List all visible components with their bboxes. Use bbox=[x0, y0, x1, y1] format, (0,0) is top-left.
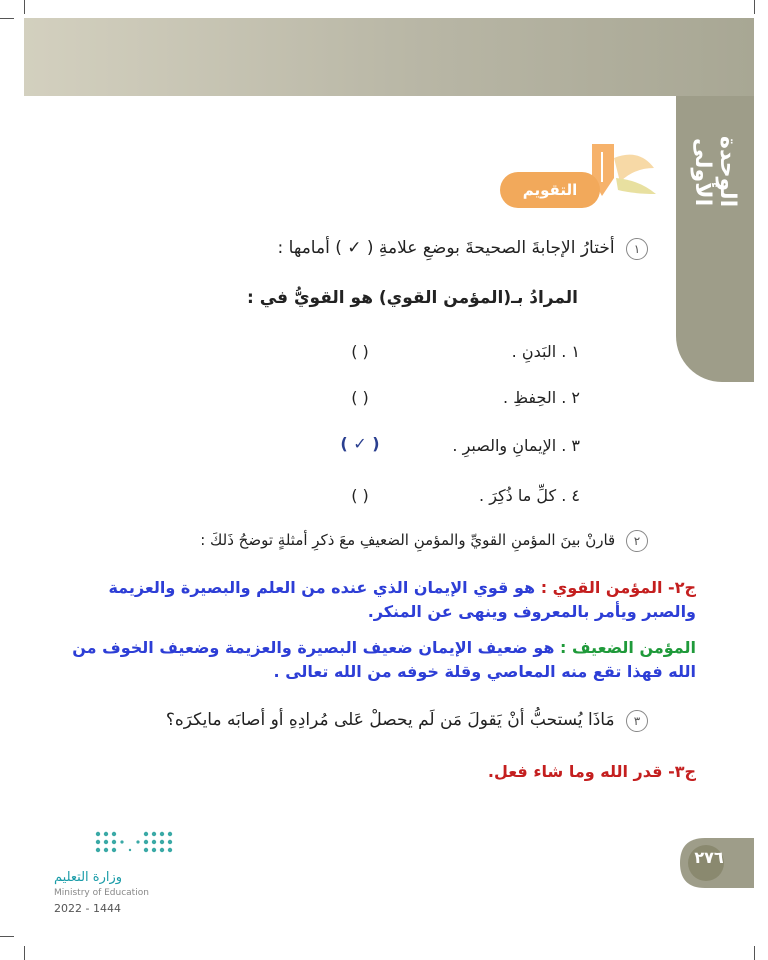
ministry-name-english: Ministry of Education bbox=[54, 888, 149, 898]
crop-mark bbox=[0, 936, 14, 937]
answer-text: هو ضعيف الإيمان ضعيف البصيرة والعزيمة وضعيف الخوف من الله فهذا تقع منه المعاصي وقلة خوفه من الله تعالى . bbox=[72, 638, 696, 681]
answer-box[interactable]: ( ) bbox=[351, 486, 369, 505]
question-number: ٣ bbox=[626, 710, 648, 732]
question-number: ١ bbox=[626, 238, 648, 260]
ministry-name-arabic: وزارة التعليم bbox=[54, 870, 123, 885]
answer-label: ج٢- المؤمن القوي : bbox=[540, 578, 696, 597]
answer-2-weak bbox=[56, 636, 696, 684]
crop-mark bbox=[754, 0, 755, 14]
header-band bbox=[24, 18, 754, 96]
answer-box[interactable]: ( ) bbox=[351, 342, 369, 361]
crop-mark bbox=[24, 0, 25, 14]
question-number: ٢ bbox=[626, 530, 648, 552]
question-text: أختارُ الإجابةَ الصحيحةَ بوضعِ علامةِ ( ✓ ) أمامها : bbox=[277, 238, 615, 258]
question-text: مَاذَا يُستحبُّ أنْ يَقولَ مَن لَم يحصلْ عَلى مُرادِهِ أو أصابَه مايكرَه؟ bbox=[165, 710, 615, 730]
page-number: ٢٧٦ bbox=[694, 848, 724, 867]
answer-label: ج٣- bbox=[668, 762, 696, 781]
crop-mark bbox=[0, 18, 14, 19]
answer-text: قدر الله وما شاء فعل. bbox=[487, 762, 663, 781]
option-3: ٣ . الإيمانِ والصبرِ . bbox=[452, 436, 580, 455]
option-4: ٤ . كلِّ ما ذُكِرَ . bbox=[479, 486, 580, 505]
crop-mark bbox=[754, 946, 755, 960]
answer-3 bbox=[56, 760, 696, 784]
edition-year: 2022 - 1444 bbox=[54, 902, 121, 915]
evaluation-badge: التقويم bbox=[500, 172, 600, 208]
question-1 bbox=[278, 238, 648, 260]
answer-2-strong bbox=[56, 576, 696, 624]
option-2: ٢ . الحِفظِ . bbox=[503, 388, 580, 407]
crop-mark bbox=[24, 946, 25, 960]
question-2 bbox=[200, 530, 648, 552]
answer-box-checked[interactable]: ( ✓ ) bbox=[340, 434, 380, 453]
question-text: قارنْ بينَ المؤمنِ القويِّ والمؤمنِ الضعيفِ معَ ذكرِ أمثلةٍ توضحُ ذَلكَ : bbox=[200, 531, 616, 549]
answer-text: هو قوي الإيمان الذي عنده من العلم والبصيرة والعزيمة والصبر ويأمر بالمعروف وينهى عن المنكر. bbox=[108, 578, 696, 621]
question-subtitle: المرادُ بـ(المؤمن القوي) هو القويُّ في : bbox=[246, 288, 578, 308]
unit-title: الوحدة الأولى bbox=[690, 136, 740, 208]
question-3 bbox=[166, 710, 648, 732]
answer-box[interactable]: ( ) bbox=[351, 388, 369, 407]
answer-label: المؤمن الضعيف : bbox=[560, 638, 696, 657]
option-1: ١ . البَدنِ . bbox=[511, 342, 580, 361]
